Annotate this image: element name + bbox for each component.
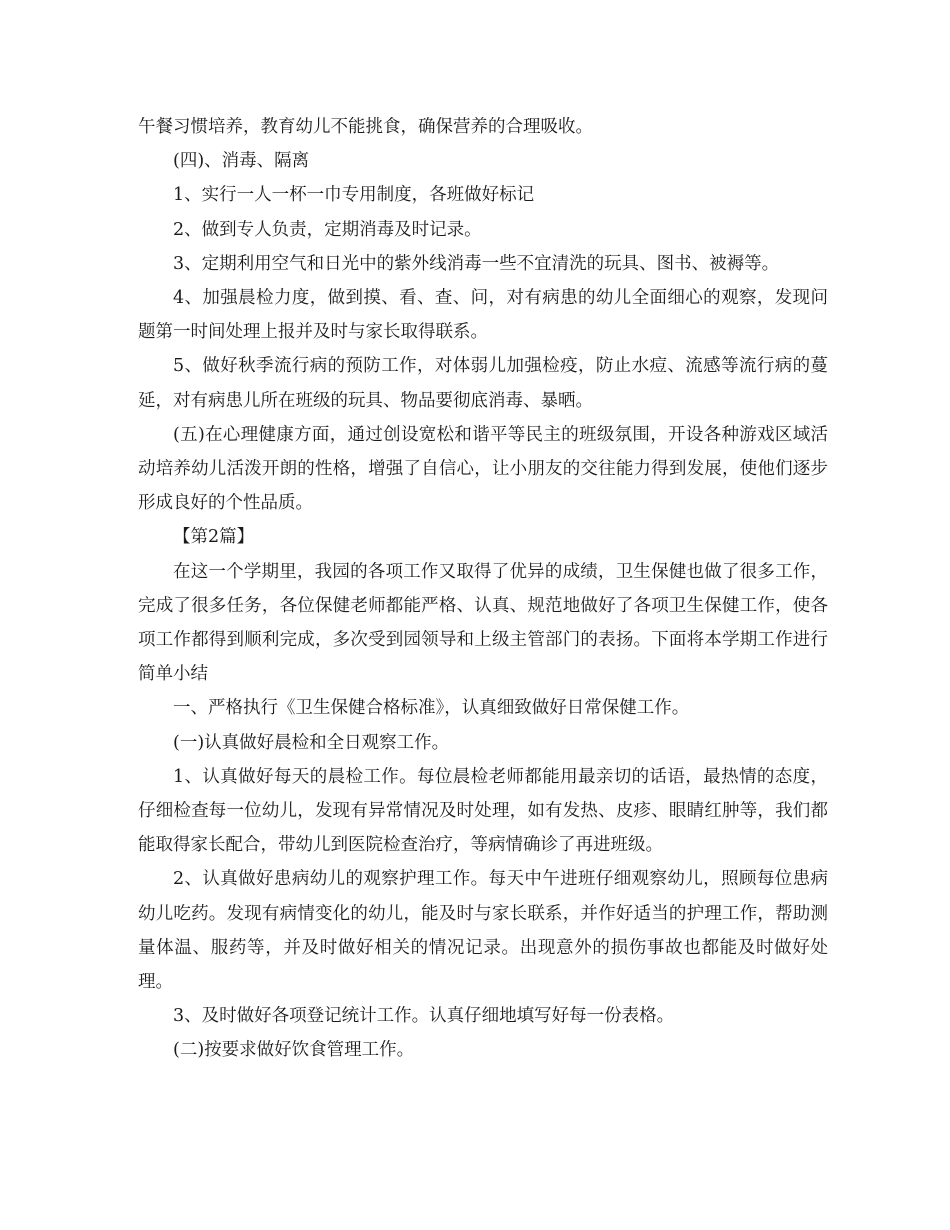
list-item: 4、加强晨检力度，做到摸、看、查、问，对有病患的幼儿全面细心的观察，发现问题第一时间处理上报并及时与家长取得联系。	[138, 288, 828, 343]
document-body	[138, 110, 828, 1068]
list-item: 2、做到专人负责，定期消毒及时记录。	[173, 219, 482, 240]
list-item: 1、认真做好每天的晨检工作。每位晨检老师都能用最亲切的话语，最热情的态度，仔细检查每一位幼儿，发现有异常情况及时处理，如有发热、皮疹、眼睛红肿等，我们都能取得家长配合，带幼儿到医院检查治疗，等病情确诊了再进班级。	[138, 766, 828, 856]
list-item: 2、认真做好患病幼儿的观察护理工作。每天中午进班仔细观察幼儿，照顾每位患病幼儿吃药。发现有病情变化的幼儿，能及时与家长联系，并作好适当的护理工作，帮助测量体温、服药等，并及时做好相关的情况记录。出现意外的损伤事故也都能及时做好处理。	[138, 869, 828, 993]
paragraph: (五)在心理健康方面，通过创设宽松和谐平等民主的班级氛围，开设各种游戏区域活动培养幼儿活泼开朗的性格，增强了自信心，让小朋友的交往能力得到发展，使他们逐步形成良好的个性品质。	[138, 424, 828, 514]
section-heading: 一、严格执行《卫生保健合格标准》，认真细致做好日常保健工作。	[173, 698, 690, 719]
list-item: 3、定期利用空气和日光中的紫外线消毒一些不宜清洗的玩具、图书、被褥等。	[173, 253, 780, 274]
section-heading: (四)、消毒、隔离	[173, 151, 310, 172]
subsection-heading: (一)认真做好晨检和全日观察工作。	[173, 732, 450, 753]
list-item: 3、及时做好各项登记统计工作。认真仔细地填写好每一份表格。	[173, 1006, 675, 1027]
paragraph: 午餐习惯培养，教育幼儿不能挑食，确保营养的合理吸收。	[138, 117, 593, 137]
subsection-heading: (二)按要求做好饮食管理工作。	[173, 1040, 415, 1061]
list-item: 1、实行一人一杯一巾专用制度，各班做好标记	[173, 185, 535, 206]
article-heading: 【第2篇】	[173, 527, 255, 548]
list-item: 5、做好秋季流行病的预防工作，对体弱儿加强检疫，防止水痘、流感等流行病的蔓延，对有病患儿所在班级的玩具、物品要彻底消毒、暴晒。	[138, 356, 828, 411]
paragraph: 在这一个学期里，我园的各项工作又取得了优异的成绩，卫生保健也做了很多工作，完成了很多任务，各位保健老师都能严格、认真、规范地做好了各项卫生保健工作，使各项工作都得到顺利完成，多次受到园领导和上级主管部门的表扬。下面将本学期工作进行简单小结	[138, 561, 828, 685]
